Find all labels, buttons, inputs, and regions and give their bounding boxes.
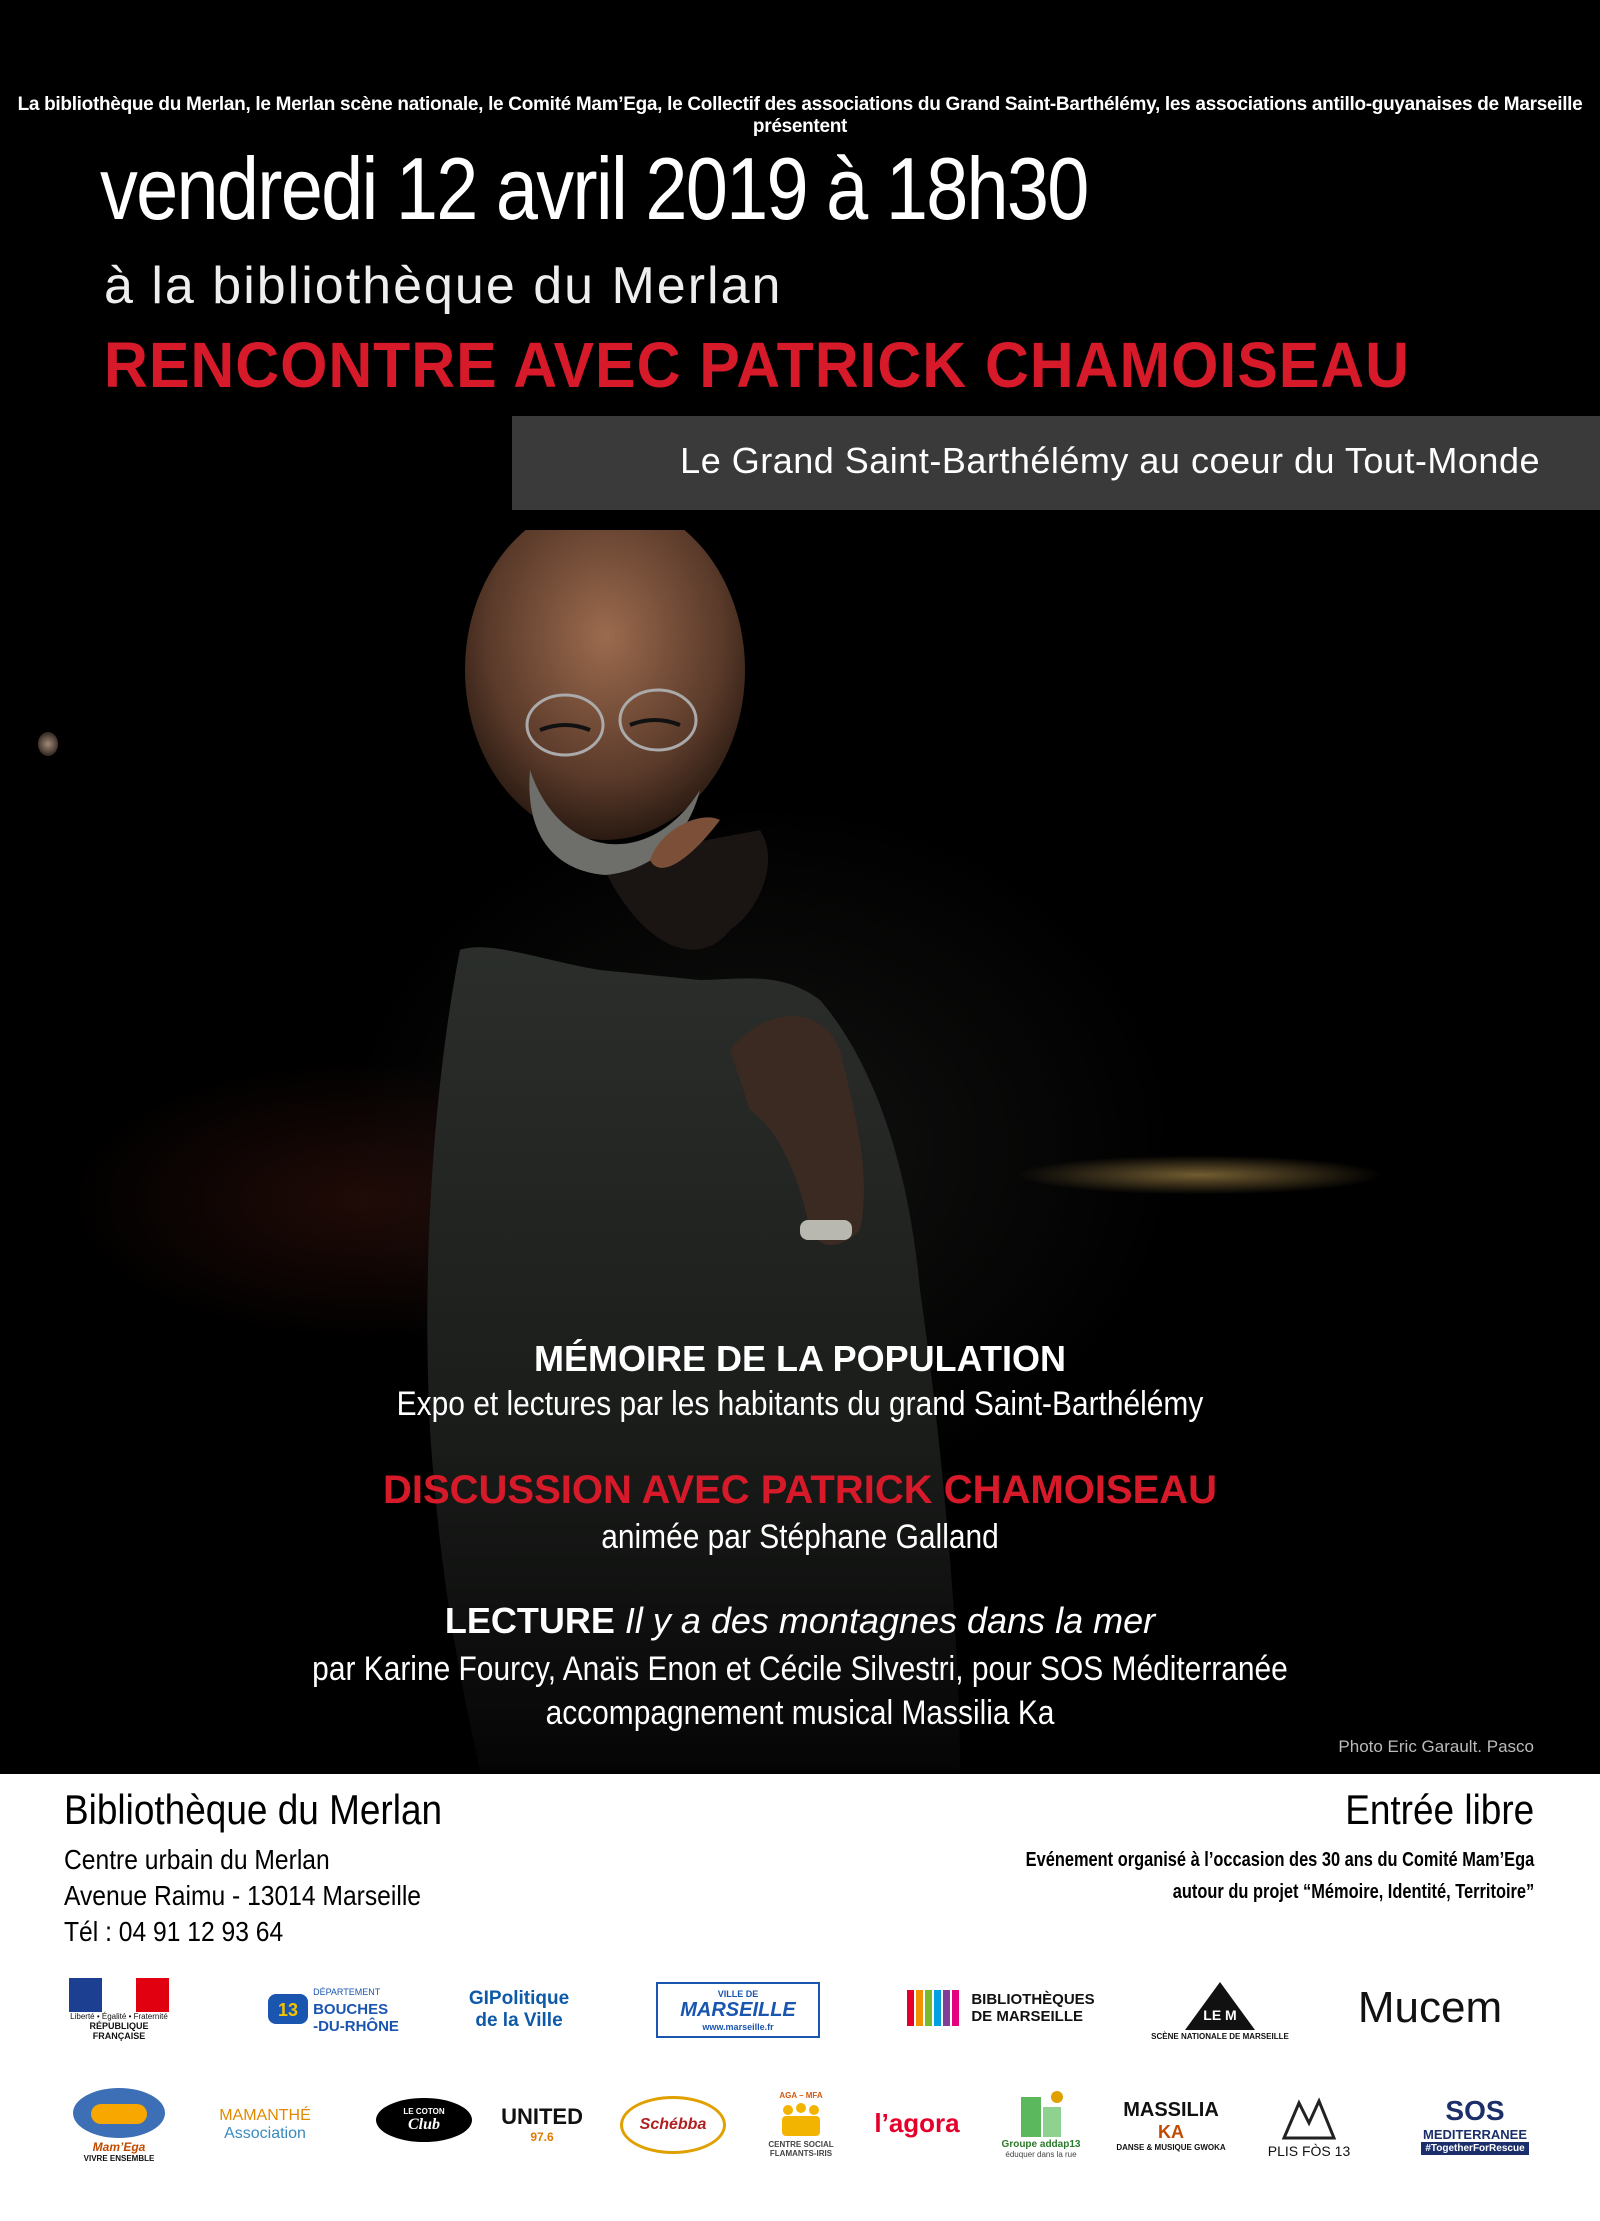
section-lecture-text2: accompagnement musical Massilia Ka bbox=[545, 1694, 1055, 1732]
addap13-logo: Groupe addap13 éduquer dans la rue bbox=[986, 2082, 1096, 2166]
massilia-ka-logo: MASSILIA KA DANSE & MUSIQUE GWOKA bbox=[1116, 2098, 1226, 2152]
agora-logo: l’agora bbox=[874, 2107, 960, 2138]
departement-13-icon bbox=[267, 1988, 309, 2030]
section-memoire-title: MÉMOIRE DE LA POPULATION bbox=[533, 1338, 1066, 1379]
event-note2: autour du projet “Mémoire, Identité, Territoire” bbox=[1172, 1881, 1534, 1903]
entry-title: Entrée libre bbox=[1344, 1786, 1534, 1833]
address-line1: Centre urbain du Merlan bbox=[64, 1844, 330, 1875]
coton-club-logo: LE COTON Club bbox=[376, 2098, 472, 2142]
partner-logos-row1 bbox=[40, 1974, 1560, 2064]
event-note1: Evénement organisé à l’occasion des 30 ans du Comité Mam’Ega bbox=[1025, 1849, 1534, 1871]
subtitle-text: Le Grand Saint-Barthélémy au coeur du Tout-Monde bbox=[680, 440, 1540, 481]
mamega-icon bbox=[71, 2086, 167, 2140]
section-discussion-text: animée par Stéphane Galland bbox=[601, 1518, 999, 1556]
section-lecture-title bbox=[0, 1600, 1600, 1642]
merlan-logo: LE M SCÈNE NATIONALE DE MARSEILLE bbox=[1150, 1974, 1290, 2046]
svg-text:LE M: LE M bbox=[1203, 2006, 1237, 2023]
section-lecture-text1: par Karine Fourcy, Anaïs Enon et Cécile Silvestri, pour SOS Méditerranée bbox=[312, 1650, 1288, 1688]
bibliotheques-logo: BIBLIOTHÈQUES DE MARSEILLE bbox=[906, 1984, 1096, 2032]
ville-marseille-logo: VILLE DE MARSEILLE www.marseille.fr bbox=[656, 1982, 820, 2038]
partner-logos-row2 bbox=[40, 2082, 1560, 2172]
mamanthe-logo: MAMANTHÉ Association bbox=[219, 2107, 311, 2142]
centre-social-logo: AGA – MFA CENTRE SOCIAL FLAMANTS-IRIS bbox=[768, 2090, 834, 2158]
event-venue: à la bibliothèque du Merlan bbox=[104, 257, 783, 315]
marianne-icon bbox=[69, 1978, 169, 2012]
intro-text: La bibliothèque du Merlan, le Merlan scène nationale, le Comité Mam’Ega, le Collectif des associations du Grand Saint-Barthélémy, les associations antillo-guyanaises de Marseille présentent bbox=[17, 94, 1583, 137]
venue-address-block bbox=[64, 1786, 442, 1950]
section-memoire-text: Expo et lectures par les habitants du grand Saint-Barthélémy bbox=[396, 1385, 1204, 1423]
address-line2: Avenue Raimu - 13014 Marseille bbox=[64, 1880, 422, 1911]
merlan-mark-icon bbox=[1175, 1980, 1265, 2032]
venue-title: Bibliothèque du Merlan bbox=[64, 1786, 443, 1833]
schebba-logo: Schébba bbox=[620, 2096, 726, 2154]
plis-fos-logo: PLIS FÒS 13 bbox=[1254, 2086, 1364, 2166]
footer bbox=[0, 1774, 1600, 2221]
plis-fos-figure-icon bbox=[1274, 2093, 1344, 2143]
light-spot bbox=[38, 732, 58, 756]
headline: RENCONTRE AVEC PATRICK CHAMOISEAU bbox=[104, 329, 1410, 401]
departement-logo: 13 DÉPARTEMENT BOUCHES -DU-RHÔNE bbox=[258, 1984, 408, 2034]
books-icon bbox=[907, 1988, 967, 2028]
photo-credit: Photo Eric Garault. Pasco bbox=[1338, 1737, 1534, 1756]
republique-logo: Liberté • Égalité • Fraternité RÉPUBLIQUE FRANÇAISE bbox=[64, 1974, 174, 2044]
svg-text:13: 13 bbox=[278, 2000, 299, 2020]
entry-info-block bbox=[914, 1786, 1534, 1908]
gip-logo: GIPolitique de la Ville bbox=[468, 1988, 570, 2031]
united-radio-logo: UNITED 97.6 bbox=[501, 2104, 583, 2144]
lecture-label: LECTURE bbox=[444, 1600, 615, 1641]
section-discussion-title: DISCUSSION AVEC PATRICK CHAMOISEAU bbox=[382, 1468, 1218, 1512]
lecture-work: Il y a des montagnes dans la mer bbox=[624, 1600, 1156, 1641]
phone: Tél : 04 91 12 93 64 bbox=[64, 1916, 284, 1947]
author-portrait bbox=[400, 530, 1000, 1770]
event-date: vendredi 12 avril 2019 à 18h30 bbox=[100, 139, 1088, 238]
subtitle-banner bbox=[512, 416, 1600, 510]
people-icon bbox=[776, 2100, 826, 2140]
addap-building-icon bbox=[1011, 2089, 1071, 2139]
mamega-logo: Mam’Ega VIVRE ENSEMBLE bbox=[64, 2082, 174, 2166]
mucem-logo: Mucem bbox=[1357, 1983, 1503, 2032]
sos-mediterranee-logo: SOS MEDITERRANEE #TogetherForRescue bbox=[1422, 2095, 1527, 2154]
